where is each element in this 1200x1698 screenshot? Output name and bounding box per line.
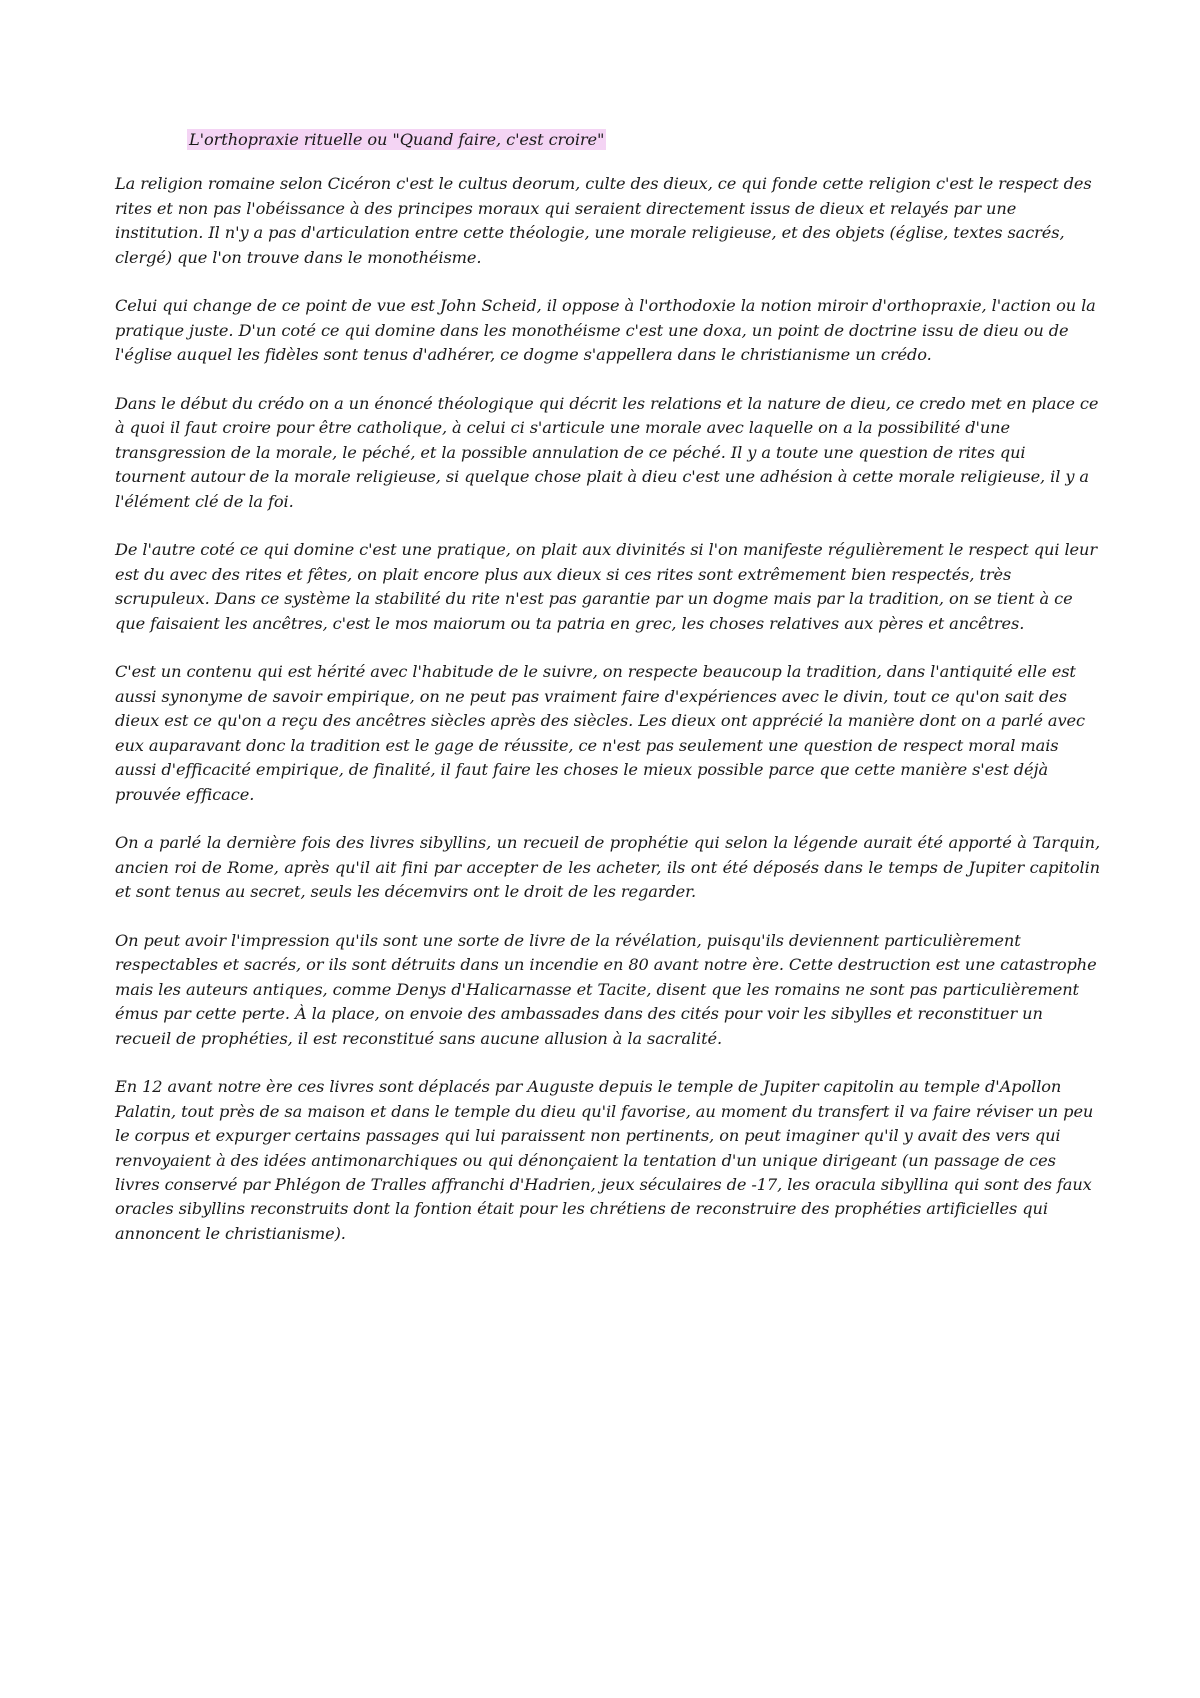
paragraph-6: On a parlé la dernière fois des livres sibyllins, un recueil de prophétie qui selon la légende aurait été apporté à Tarquin, ancien roi de Rome, après qu'il ait fini par accepter de les acheter, ils ont été déposés dans le temps de Jupiter capitolin et sont tenus au secret, seuls les décemvirs ont le droit de les regarder. (115, 833, 1100, 902)
paragraph-5: C'est un contenu qui est hérité avec l'habitude de le suivre, on respecte beaucoup la tradition, dans l'antiquité elle est aussi synonyme de savoir empirique, on ne peut pas vraiment faire d'expériences avec le divin, tout ce qu'on sait des dieux est ce qu'on a reçu des ancêtres siècles après des siècles. Les dieux ont apprécié la manière dont on a parlé avec eux auparavant donc la tradition est le gage de réussite, ce n'est pas seulement une question de respect moral mais aussi d'efficacité empirique, de finalité, il faut faire les choses le mieux possible parce que cette manière s'est déjà prouvée efficace. (115, 662, 1085, 804)
paragraph-2: Celui qui change de ce point de vue est John Scheid, il oppose à l'orthodoxie la notion miroir d'orthopraxie, l'action ou la pratique juste. D'un coté ce qui domine dans les monothéisme c'est une doxa, un point de doctrine issu de dieu ou de l'église auquel les fidèles sont tenus d'adhérer, ce dogme s'appellera dans le christianisme un crédo. (115, 296, 1096, 365)
paragraph-8: En 12 avant notre ère ces livres sont déplacés par Auguste depuis le temple de Jupiter capitolin au temple d'Apollon Palatin, tout près de sa maison et dans le temple du dieu qu'il favorise, au moment du transfert il va faire réviser un peu le corpus et expurger certains passages qui lui paraissent non pertinents, on peut imaginer qu'il y avait des vers qui renvoyaient à des idées antimonarchiques ou qui dénonçaient la tentation d'un unique dirigeant (un passage de ces livres conservé par Phlégon de Tralles affranchi d'Hadrien, jeux séculaires de -17, les oracula sibyllina qui sont des faux oracles sibyllins reconstruits dont la fontion était pour les chrétiens de reconstruire des prophéties artificielles qui annoncent le christianisme). (115, 1077, 1094, 1243)
document-body (115, 128, 1100, 1271)
paragraph-7: On peut avoir l'impression qu'ils sont une sorte de livre de la révélation, puisqu'ils deviennent particulièrement respectables et sacrés, or ils sont détruits dans un incendie en 80 avant notre ère. Cette destruction est une catastrophe mais les auteurs antiques, comme Denys d'Halicarnasse et Tacite, disent que les romains ne sont pas particulièrement émus par cette perte. À la place, on envoie des ambassades dans des cités pour voir les sibylles et reconstituer un recueil de prophéties, il est reconstitué sans aucune allusion à la sacralité. (115, 930, 1097, 1048)
paragraph-4: De l'autre coté ce qui domine c'est une pratique, on plait aux divinités si l'on manifeste régulièrement le respect qui leur est du avec des rites et fêtes, on plait encore plus aux dieux si ces rites sont extrêmement bien respectés, très scrupuleux. Dans ce système la stabilité du rite n'est pas garantie par un dogme mais par la tradition, on se tient à ce que faisaient les ancêtres, c'est le mos maiorum ou ta patria en grec, les choses relatives aux pères et ancêtres. (115, 540, 1097, 633)
paragraph-1: La religion romaine selon Cicéron c'est le cultus deorum, culte des dieux, ce qui fonde cette religion c'est le respect des rites et non pas l'obéissance à des principes moraux qui seraient directement issus de dieux et relayés par une institution. Il n'y a pas d'articulation entre cette théologie, une morale religieuse, et des objets (église, textes sacrés, clergé) que l'on trouve dans le monothéisme. (115, 174, 1092, 267)
paragraph-3: Dans le début du crédo on a un énoncé théologique qui décrit les relations et la nature de dieu, ce credo met en place ce à quoi il faut croire pour être catholique, à celui ci s'articule une morale avec laquelle on a la possibilité d'une transgression de la morale, le péché, et la possible annulation de ce péché. Il y a toute une question de rites qui tournent autour de la morale religieuse, si quelque chose plait à dieu c'est une adhésion à cette morale religieuse, il y a l'élément clé de la foi. (115, 394, 1099, 511)
title-line (187, 128, 1100, 152)
document-title: L'orthopraxie rituelle ou "Quand faire, c'est croire" (189, 130, 605, 149)
